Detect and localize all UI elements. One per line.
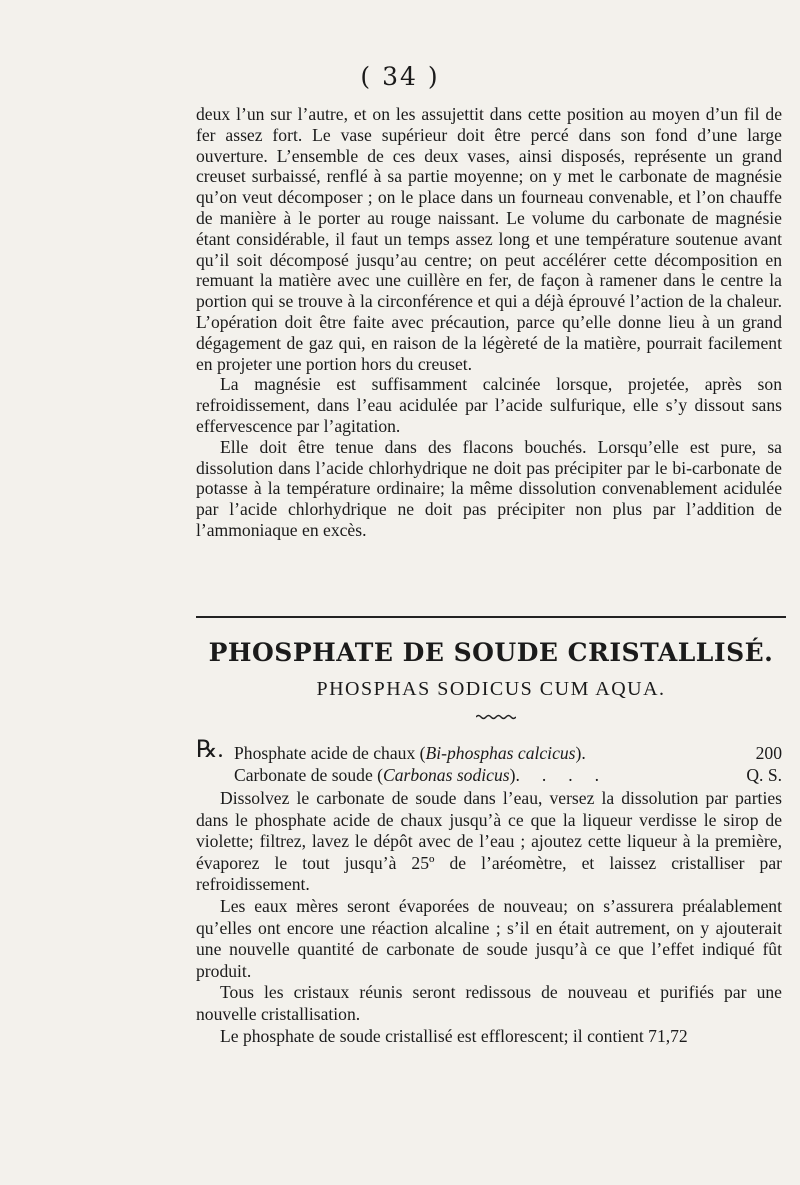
page-number: ( 34 ) xyxy=(360,62,440,91)
text-block-magnesia xyxy=(196,104,782,541)
section-subtitle: PHOSPHAS SODICUS CUM AQUA. xyxy=(316,678,666,700)
paragraph: Le phosphate de soude cristallisé est efflorescent; il contient 71,72 xyxy=(220,1025,688,1046)
recipe-symbol: ℞. xyxy=(196,737,224,763)
paragraph: Les eaux mères seront évaporées de nouveau; on s’assurera préalablement qu’elles ont encore une réaction alcaline ; s’il en était autrement, on y ajouterait une nouvelle quantité de carbonate de soude jusqu’à ce que l’effet indiqué fût produit. xyxy=(196,895,782,981)
recipe xyxy=(196,737,786,786)
paragraph: Elle doit être tenue dans des flacons bouchés. Lorsqu’elle est pure, sa dissolution dans l’acide chlorhydrique ne doit pas précipiter par le bi-carbonate de potasse à la température ordinaire; la même dissolution convenablement acidulée par l’acide chlorhydrique ne doit pas précipiter non plus par l’addition de l’ammoniaque en excès. xyxy=(196,436,782,540)
paragraph: La magnésie est suffisamment calcinée lorsque, projetée, après son refroidissement, dans l’eau acidulée par l’acide sulfurique, elle s’y dissout sans effervescence par l’agitation. xyxy=(196,374,782,436)
wavy-ornament-icon xyxy=(476,714,516,720)
ingredient: Carbonate de soude (Carbonas sodicus). . . . xyxy=(234,765,600,785)
text-block-phosphate xyxy=(196,788,782,1047)
paragraph: Dissolvez le carbonate de soude dans l’eau, versez la dissolution par parties dans le phosphate acide de chaux jusqu’à ce que la liqueur verdisse le sirop de violette; filtrez, lavez le dépôt avec de l’eau ; ajoutez cette liqueur à la première, évaporez le tout jusqu’à 25º de l’aréomètre, et laissez cristalliser par refroidissement. xyxy=(196,788,782,895)
section-title: PHOSPHATE DE SOUDE CRISTALLISÉ. xyxy=(208,638,774,667)
recipe-line xyxy=(196,764,786,786)
section-divider xyxy=(196,616,786,618)
ingredient-quantity: Q. S. xyxy=(746,765,782,785)
paragraph: deux l’un sur l’autre, et on les assujettit dans cette position au moyen d’un fil de fer assez fort. Le vase supérieur doit être percé dans son fond d’une large ouverture. L’ensemble de ces deux vases, ainsi disposés, représente un grand creuset surbaissé, renflé à sa partie moyenne; on y met le carbonate de magnésie qu’on veut décomposer ; on le place dans un fourneau convenable, et l’on chauffe de manière à le porter au rouge naissant. Le volume du carbonate de magnésie étant considérable, il faut un temps assez long et une température soutenue avant qu’il soit décomposé jusqu’au centre; on peut accélérer cette décomposition en remuant la matière avec une cuillère en fer, de façon à ramener dans le centre la portion qui se trouve à la circonférence et qui a déjà éprouvé l’action de la chaleur. L’opération doit être faite avec précaution, parce qu’elle donne lieu à un grand dégagement de gaz qui, en raison de la légèreté de la matière, pourrait facilement en projeter une portion hors du creuset. xyxy=(196,104,782,374)
ingredient-quantity: 200 xyxy=(755,743,782,763)
paragraph: Tous les cristaux réunis seront redissous de nouveau et purifiés par une nouvelle cristallisation. xyxy=(196,982,782,1024)
recipe-line xyxy=(196,737,786,764)
ingredient: Phosphate acide de chaux (Bi-phosphas calcicus). xyxy=(234,743,586,763)
